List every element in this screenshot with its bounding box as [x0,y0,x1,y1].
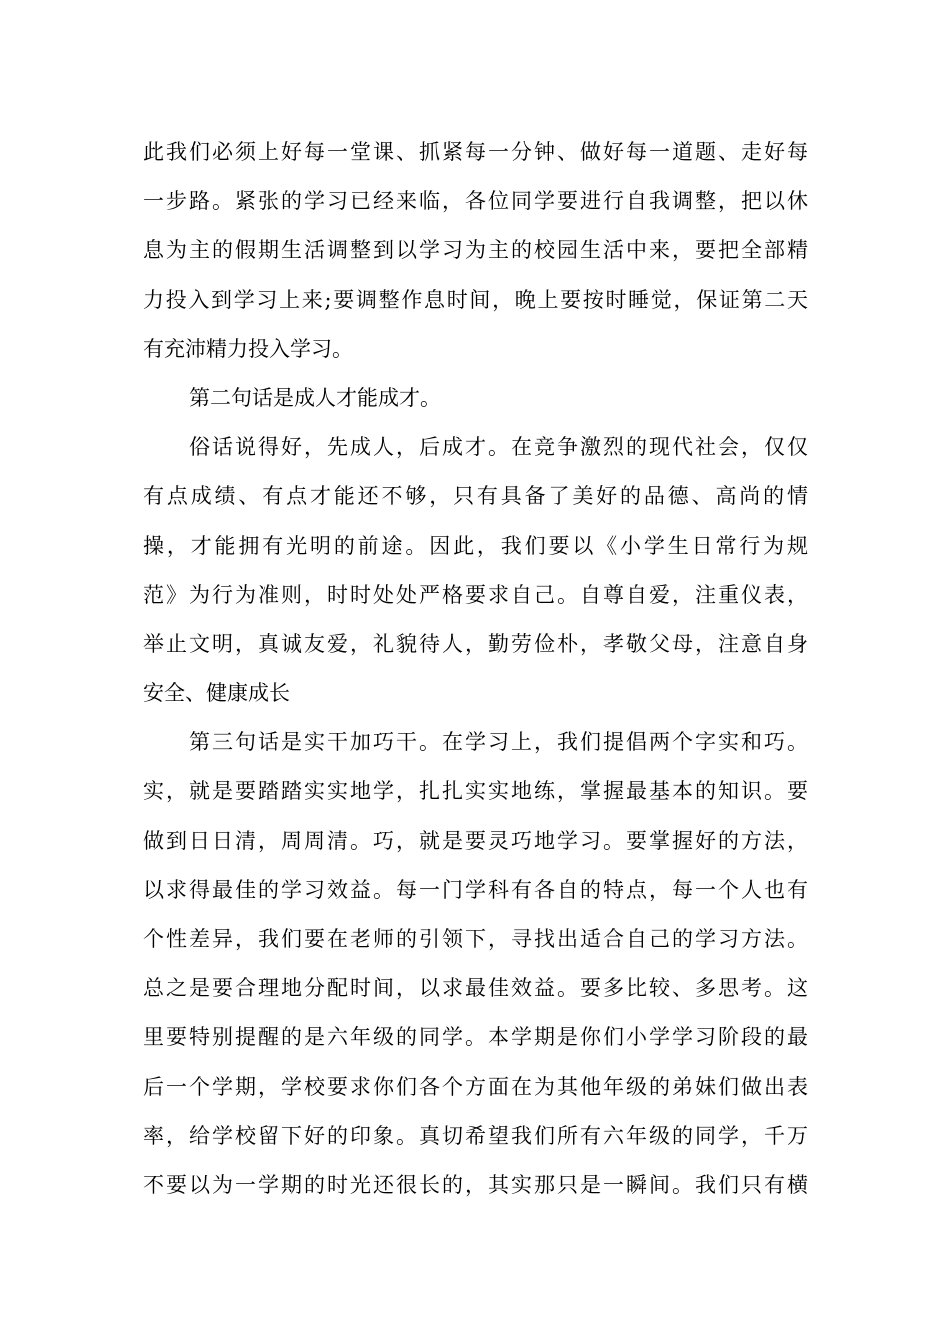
text-line: 率，给学校留下好的印象。真切希望我们所有六年级的同学，千万 [143,1123,808,1148]
text-line: 息为主的假期生活调整到以学习为主的校园生活中来，要把全部精 [143,238,808,263]
document-body [143,128,808,1210]
text-line: 俗话说得好，先成人，后成才。在竞争激烈的现代社会，仅仅 [189,435,808,460]
text-line: 做到日日清，周周清。巧，就是要灵巧地学习。要掌握好的方法， [143,828,808,853]
text-line: 总之是要合理地分配时间，以求最佳效益。要多比较、多思考。这 [143,976,808,1001]
text-line: 安全、健康成长 [143,681,290,706]
text-line: 第二句话是成人才能成才。 [189,385,441,410]
text-line: 里要特别提醒的是六年级的同学。本学期是你们小学学习阶段的最 [143,1025,808,1050]
text-line: 操，才能拥有光明的前途。因此，我们要以《小学生日常行为规 [143,533,808,558]
text-line: 有点成绩、有点才能还不够，只有具备了美好的品德、高尚的情 [143,484,808,509]
text-line: 以求得最佳的学习效益。每一门学科有各自的特点，每一个人也有 [143,877,808,902]
text-line: 有充沛精力投入学习。 [143,336,353,361]
text-line: 一步路。紧张的学习已经来临，各位同学要进行自我调整，把以休 [143,189,808,214]
text-line: 个性差异，我们要在老师的引领下，寻找出适合自己的学习方法。 [143,927,808,951]
text-line: 后一个学期，学校要求你们各个方面在为其他年级的弟妹们做出表 [143,1074,808,1099]
text-line: 不要以为一学期的时光还很长的，其实那只是一瞬间。我们只有横 [143,1172,808,1197]
text-line: 第三句话是实干加巧干。在学习上，我们提倡两个字实和巧。 [189,730,808,755]
text-line: 实，就是要踏踏实实地学，扎扎实实地练，掌握最基本的知识。要 [143,779,808,804]
text-line: 举止文明，真诚友爱，礼貌待人，勤劳俭朴，孝敬父母，注意自身 [143,631,808,656]
text-line: 此我们必须上好每一堂课、抓紧每一分钟、做好每一道题、走好每 [143,140,808,164]
text-line: 力投入到学习上来;要调整作息时间，晚上要按时睡觉，保证第二天 [143,287,808,312]
text-line: 范》为行为准则，时时处处严格要求自己。自尊自爱，注重仪表， [143,582,808,607]
